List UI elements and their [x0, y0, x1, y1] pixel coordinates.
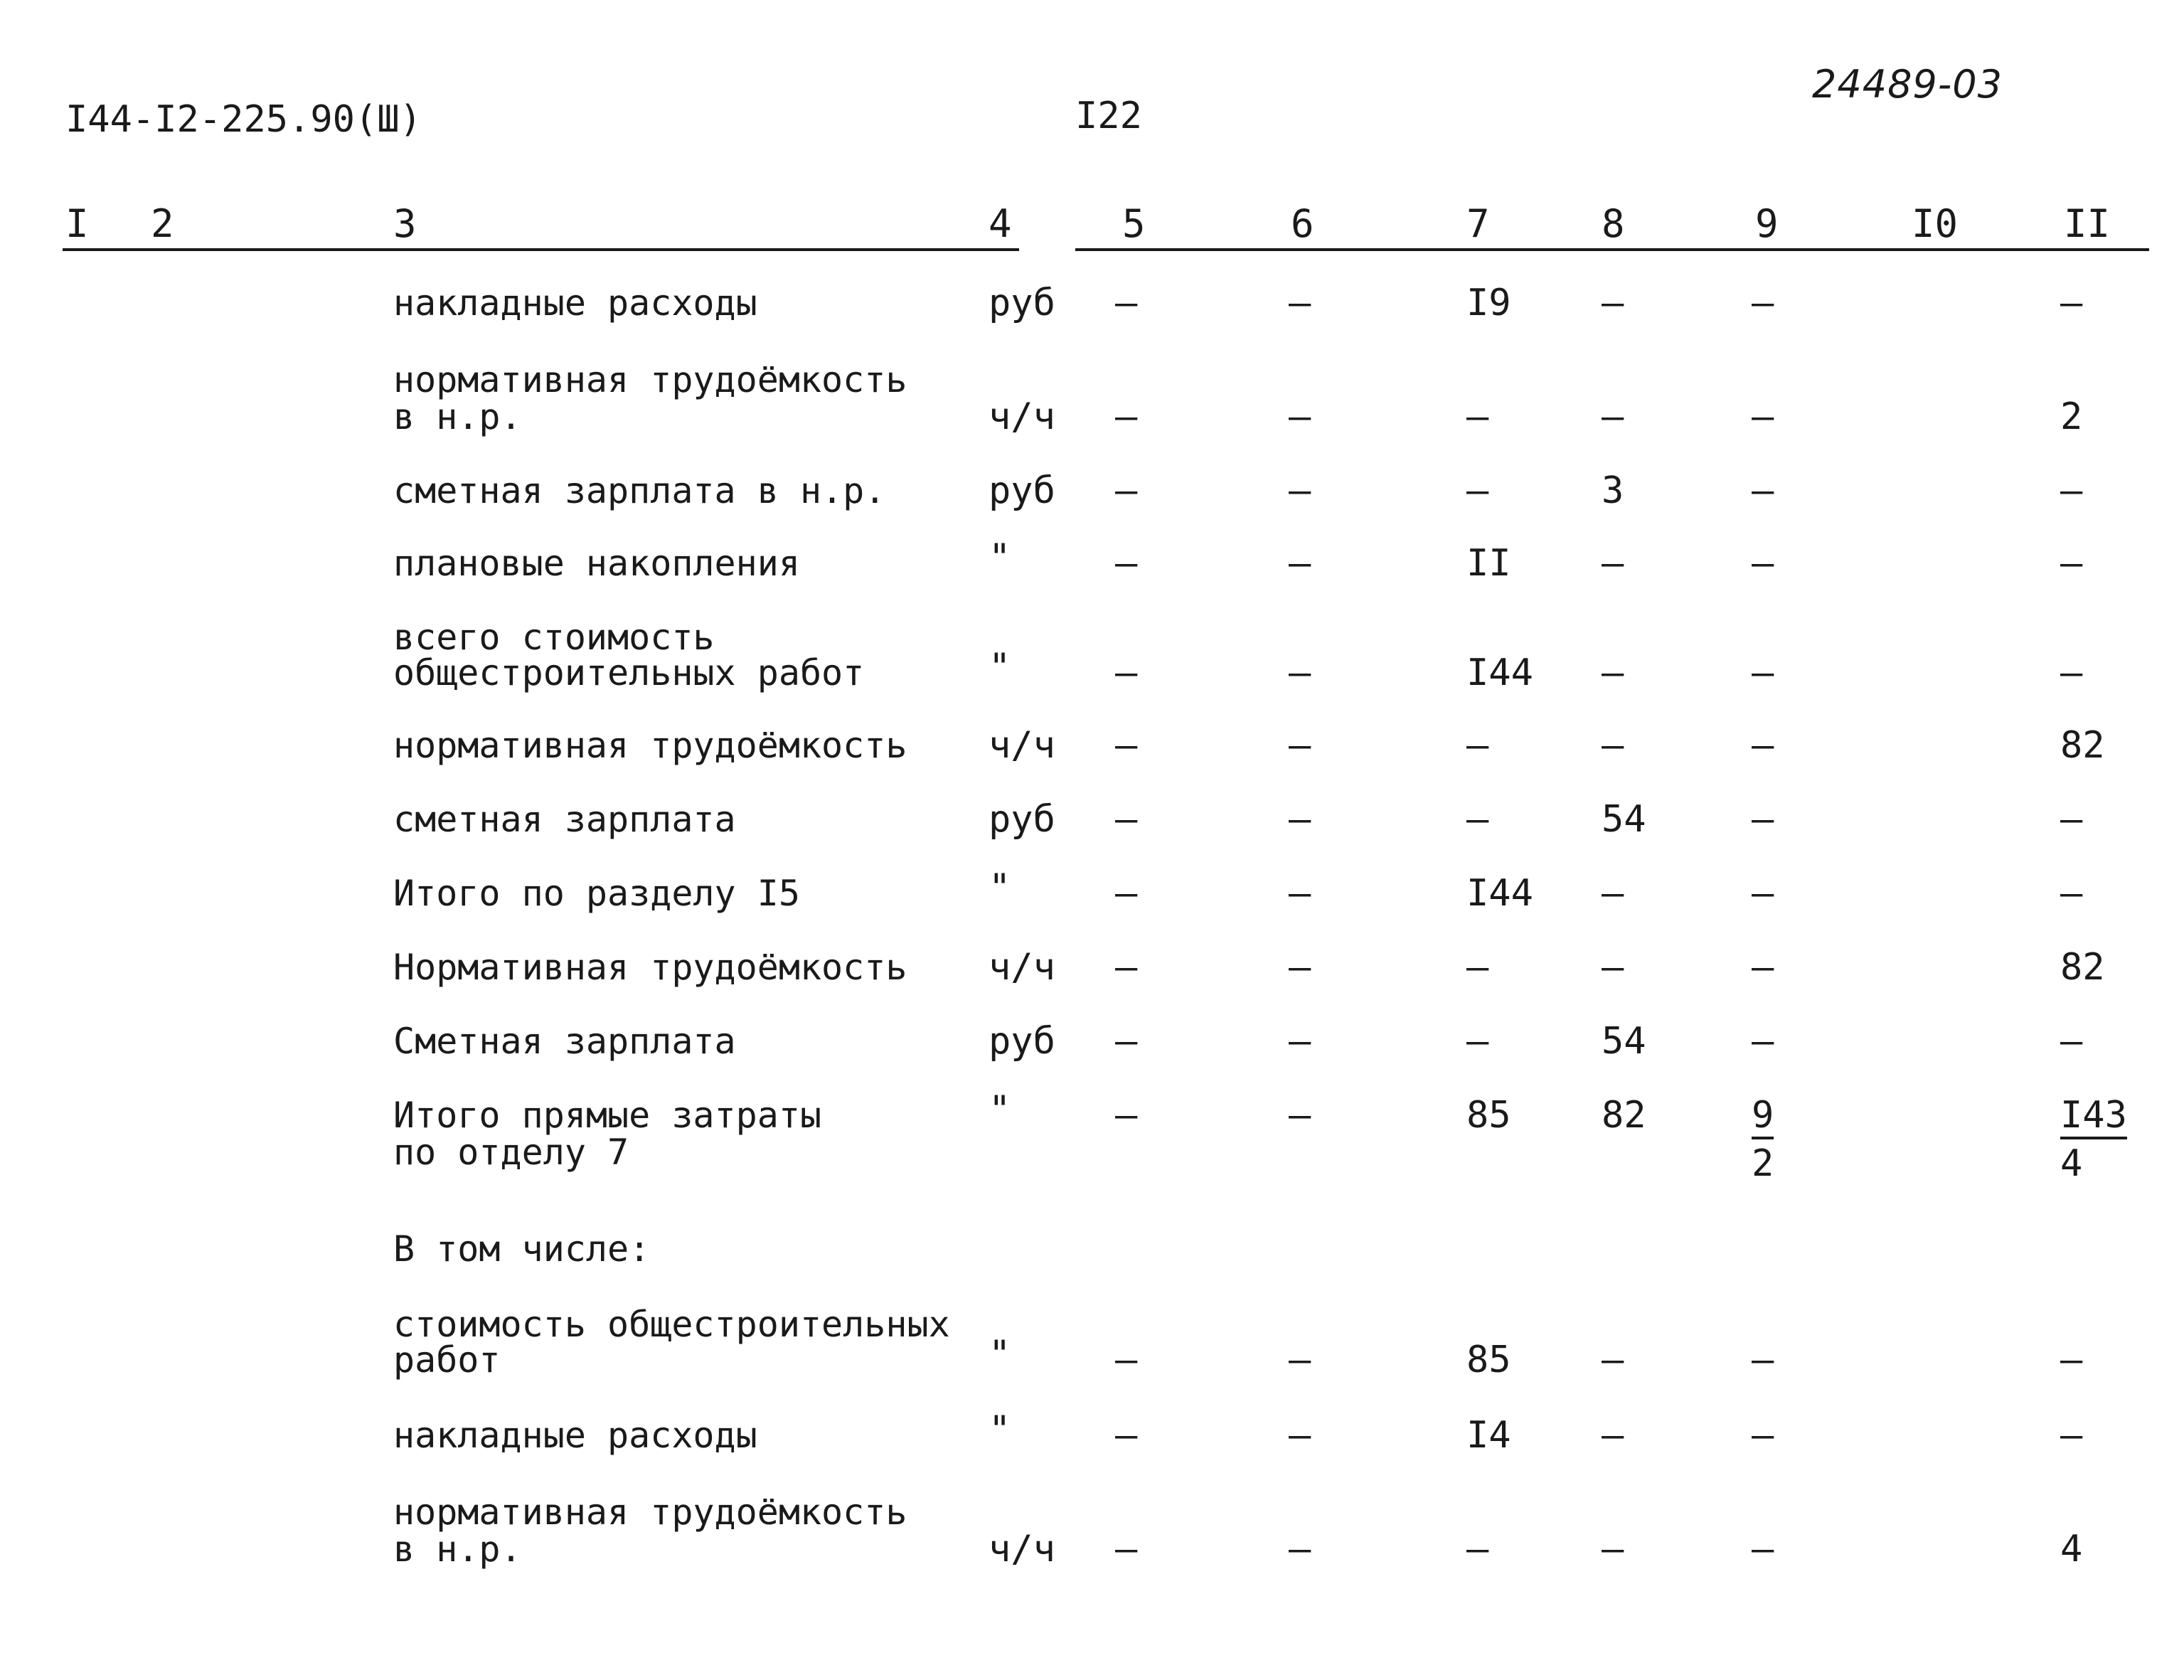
cell-col11: – [2060, 1414, 2083, 1457]
cell-col9: – [1752, 542, 1774, 585]
col-header-5: 5 [1122, 201, 1146, 246]
cell-col7: I4 [1466, 1414, 1511, 1457]
cell-col6: – [1289, 1020, 1311, 1063]
cell-col9: – [1752, 652, 1774, 694]
cell-col11: – [2060, 469, 2083, 512]
cell-col5: – [1115, 798, 1138, 841]
row-unit: " [989, 866, 1011, 909]
col-header-11: II [2064, 201, 2111, 246]
cell-col8: – [1602, 395, 1624, 438]
cell-col5: – [1115, 1414, 1138, 1457]
cell-col7: I44 [1466, 652, 1533, 694]
header-rule-left [63, 248, 1019, 251]
cell-col9-fraction [1752, 1094, 1774, 1185]
fraction-denominator: 2 [1752, 1142, 1774, 1185]
cell-col5: – [1115, 946, 1138, 989]
cell-col8: – [1602, 1414, 1624, 1457]
col-header-8: 8 [1602, 201, 1625, 246]
cell-col8: 54 [1602, 798, 1646, 841]
row-unit: руб [989, 469, 1055, 512]
cell-col11-fraction [2060, 1094, 2127, 1185]
cell-col6: – [1289, 872, 1311, 915]
cell-col7: – [1466, 1020, 1489, 1063]
cell-col11: 82 [2060, 946, 2105, 989]
page-number: I22 [1075, 95, 1142, 137]
row-label: накладные расходы [393, 1415, 757, 1456]
cell-col7: I44 [1466, 872, 1533, 915]
cell-col11: – [2060, 1020, 2083, 1063]
row-label: Сметная зарплата [393, 1021, 736, 1062]
cell-col6: – [1289, 542, 1311, 585]
cell-col6: – [1289, 1528, 1311, 1570]
cell-col8: – [1602, 1339, 1624, 1381]
cell-col11: 4 [2060, 1528, 2083, 1570]
cell-col7: 85 [1466, 1339, 1511, 1381]
row-label-line2: работ [393, 1339, 501, 1381]
col-header-10: I0 [1912, 201, 1959, 246]
cell-col9: – [1752, 798, 1774, 841]
cell-col5: – [1115, 395, 1138, 438]
cell-col9: – [1752, 946, 1774, 989]
cell-col6: – [1289, 724, 1311, 767]
row-label: плановые накопления [393, 543, 800, 584]
cell-col8: 3 [1602, 469, 1624, 512]
cell-col6: – [1289, 652, 1311, 694]
row-label-line2: в н.р. [393, 1529, 522, 1570]
cell-col6: – [1289, 469, 1311, 512]
row-label: стоимость общестроительных [393, 1304, 950, 1345]
col-header-1: I [65, 201, 89, 246]
cell-col5: – [1115, 282, 1138, 324]
cell-col6: – [1289, 1094, 1311, 1137]
cell-col7: I9 [1466, 282, 1511, 324]
cell-col11: – [2060, 1339, 2083, 1381]
row-label: Итого по разделу I5 [393, 873, 800, 914]
cell-col11: 82 [2060, 724, 2105, 767]
cell-col8: – [1602, 652, 1624, 694]
row-unit: " [989, 536, 1011, 579]
inventory-stamp: 24489-03 [1812, 62, 2003, 107]
cell-col11: – [2060, 542, 2083, 585]
cell-col9: – [1752, 1414, 1774, 1457]
fraction-denominator: 4 [2060, 1142, 2083, 1185]
row-label: сметная зарплата [393, 799, 736, 840]
row-label: сметная зарплата в н.р. [393, 470, 886, 511]
row-label-line2: по отделу 7 [393, 1132, 629, 1173]
cell-col9: – [1752, 1020, 1774, 1063]
row-unit: ч/ч [989, 395, 1055, 438]
cell-col7: – [1466, 395, 1489, 438]
row-unit: " [989, 1088, 1011, 1131]
cell-col6: – [1289, 1339, 1311, 1381]
cell-col9: – [1752, 872, 1774, 915]
cell-col8: – [1602, 1528, 1624, 1570]
cell-col8: – [1602, 282, 1624, 324]
cell-col5: – [1115, 872, 1138, 915]
fraction-numerator: I43 [2060, 1097, 2127, 1139]
cell-col7: – [1466, 469, 1489, 512]
col-header-6: 6 [1291, 201, 1314, 246]
row-unit: руб [989, 1020, 1055, 1063]
cell-col5: – [1115, 1094, 1138, 1137]
document-code: I44-I2-225.90(Ш) [65, 98, 422, 141]
cell-col8: – [1602, 872, 1624, 915]
cell-col5: – [1115, 469, 1138, 512]
row-unit: " [989, 1333, 1011, 1376]
row-label: всего стоимость [393, 617, 715, 658]
cell-col6: – [1289, 946, 1311, 989]
cell-col8: – [1602, 542, 1624, 585]
header-rule-right [1075, 248, 2149, 251]
col-header-3: 3 [393, 201, 417, 246]
cell-col9: – [1752, 395, 1774, 438]
cell-col5: – [1115, 1339, 1138, 1381]
cell-col6: – [1289, 395, 1311, 438]
cell-col9: – [1752, 282, 1774, 324]
cell-col6: – [1289, 798, 1311, 841]
col-header-7: 7 [1466, 201, 1490, 246]
row-label: накладные расходы [393, 282, 757, 324]
row-unit: " [989, 1408, 1011, 1451]
row-label: В том числе: [393, 1228, 651, 1270]
row-label: Нормативная трудоёмкость [393, 947, 907, 988]
row-unit: ч/ч [989, 724, 1055, 767]
row-unit: ч/ч [989, 946, 1055, 989]
cell-col11: – [2060, 798, 2083, 841]
cell-col11: – [2060, 282, 2083, 324]
cell-col8: 82 [1602, 1094, 1646, 1137]
cell-col7: II [1466, 542, 1511, 585]
cell-col7: – [1466, 724, 1489, 767]
cell-col5: – [1115, 652, 1138, 694]
cell-col11: 2 [2060, 395, 2083, 438]
col-header-2: 2 [151, 201, 174, 246]
cell-col9: – [1752, 469, 1774, 512]
cell-col9: – [1752, 724, 1774, 767]
row-label: нормативная трудоёмкость [393, 1492, 907, 1533]
cell-col11: – [2060, 872, 2083, 915]
cell-col7: – [1466, 946, 1489, 989]
row-unit: ч/ч [989, 1528, 1055, 1570]
row-label: Итого прямые затраты [393, 1095, 822, 1136]
cell-col6: – [1289, 1414, 1311, 1457]
row-unit: " [989, 646, 1011, 689]
cell-col5: – [1115, 542, 1138, 585]
cell-col7: 85 [1466, 1094, 1511, 1137]
row-label-line2: общестроительных работ [393, 652, 865, 693]
cell-col8: – [1602, 946, 1624, 989]
cell-col7: – [1466, 798, 1489, 841]
row-label-line2: в н.р. [393, 396, 522, 437]
row-label: нормативная трудоёмкость [393, 359, 907, 400]
cell-col9: – [1752, 1339, 1774, 1381]
cell-col5: – [1115, 1020, 1138, 1063]
cell-col8: 54 [1602, 1020, 1646, 1063]
col-header-4: 4 [989, 201, 1012, 246]
cell-col8: – [1602, 724, 1624, 767]
cell-col5: – [1115, 724, 1138, 767]
cell-col6: – [1289, 282, 1311, 324]
row-unit: руб [989, 798, 1055, 841]
row-label: нормативная трудоёмкость [393, 725, 907, 766]
fraction-numerator: 9 [1752, 1097, 1774, 1139]
cell-col9: – [1752, 1528, 1774, 1570]
cell-col7: – [1466, 1528, 1489, 1570]
col-header-9: 9 [1755, 201, 1779, 246]
cell-col11: – [2060, 652, 2083, 694]
cell-col5: – [1115, 1528, 1138, 1570]
row-unit: руб [989, 282, 1055, 324]
